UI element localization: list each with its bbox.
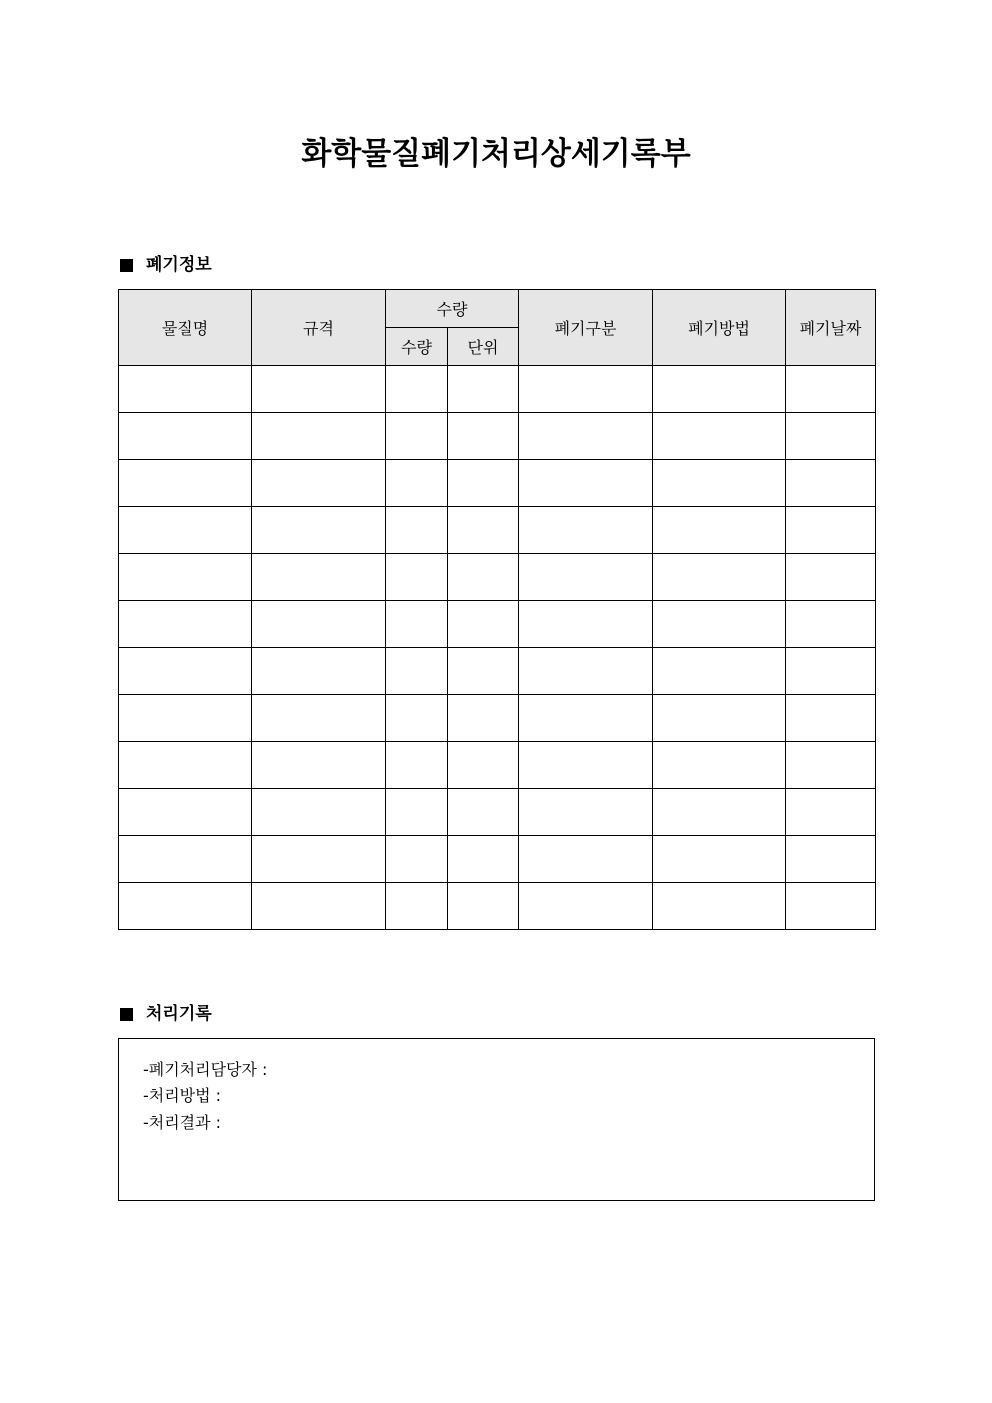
cell-unit[interactable] bbox=[448, 366, 519, 413]
cell-material-name[interactable] bbox=[119, 789, 252, 836]
cell-waste-category[interactable] bbox=[519, 742, 653, 789]
cell-material-name[interactable] bbox=[119, 883, 252, 930]
cell-spec[interactable] bbox=[252, 789, 386, 836]
cell-spec[interactable] bbox=[252, 460, 386, 507]
cell-material-name[interactable] bbox=[119, 836, 252, 883]
cell-quantity[interactable] bbox=[386, 695, 448, 742]
cell-waste-category[interactable] bbox=[519, 601, 653, 648]
square-bullet-icon bbox=[120, 259, 133, 272]
cell-unit[interactable] bbox=[448, 601, 519, 648]
cell-waste-date[interactable] bbox=[786, 648, 876, 695]
cell-waste-date[interactable] bbox=[786, 413, 876, 460]
table-row bbox=[119, 742, 876, 789]
square-bullet-icon bbox=[120, 1008, 133, 1021]
processing-record-box[interactable] bbox=[118, 1038, 875, 1201]
page-title: 화학물질폐기처리상세기록부 bbox=[301, 136, 691, 172]
column-header-material-name: 물질명 bbox=[119, 290, 252, 366]
table-row bbox=[119, 648, 876, 695]
cell-waste-method[interactable] bbox=[653, 789, 786, 836]
cell-waste-method[interactable] bbox=[653, 695, 786, 742]
cell-quantity[interactable] bbox=[386, 648, 448, 695]
cell-unit[interactable] bbox=[448, 413, 519, 460]
column-header-quantity: 수량 bbox=[386, 328, 448, 366]
cell-waste-method[interactable] bbox=[653, 366, 786, 413]
cell-material-name[interactable] bbox=[119, 648, 252, 695]
cell-spec[interactable] bbox=[252, 883, 386, 930]
table-row bbox=[119, 789, 876, 836]
cell-waste-date[interactable] bbox=[786, 366, 876, 413]
column-header-waste-category: 폐기구분 bbox=[519, 290, 653, 366]
cell-quantity[interactable] bbox=[386, 413, 448, 460]
column-header-spec: 규격 bbox=[252, 290, 386, 366]
cell-material-name[interactable] bbox=[119, 413, 252, 460]
cell-waste-method[interactable] bbox=[653, 836, 786, 883]
cell-waste-date[interactable] bbox=[786, 883, 876, 930]
cell-quantity[interactable] bbox=[386, 742, 448, 789]
cell-unit[interactable] bbox=[448, 836, 519, 883]
cell-waste-date[interactable] bbox=[786, 789, 876, 836]
column-header-unit: 단위 bbox=[448, 328, 519, 366]
cell-unit[interactable] bbox=[448, 695, 519, 742]
cell-quantity[interactable] bbox=[386, 601, 448, 648]
cell-waste-category[interactable] bbox=[519, 554, 653, 601]
cell-unit[interactable] bbox=[448, 460, 519, 507]
cell-waste-date[interactable] bbox=[786, 695, 876, 742]
cell-waste-category[interactable] bbox=[519, 460, 653, 507]
cell-material-name[interactable] bbox=[119, 460, 252, 507]
section-heading-processing-record bbox=[120, 1002, 212, 1026]
cell-material-name[interactable] bbox=[119, 366, 252, 413]
section-heading-label: 처리기록 bbox=[146, 1004, 212, 1024]
cell-spec[interactable] bbox=[252, 695, 386, 742]
cell-unit[interactable] bbox=[448, 554, 519, 601]
section-heading-waste-info bbox=[120, 253, 212, 277]
cell-spec[interactable] bbox=[252, 742, 386, 789]
waste-info-table bbox=[118, 289, 876, 930]
table-row bbox=[119, 601, 876, 648]
cell-waste-method[interactable] bbox=[653, 460, 786, 507]
record-line-result: -처리결과 : bbox=[143, 1113, 222, 1132]
column-header-waste-date: 폐기날짜 bbox=[786, 290, 876, 366]
cell-quantity[interactable] bbox=[386, 507, 448, 554]
table-row bbox=[119, 507, 876, 554]
cell-quantity[interactable] bbox=[386, 789, 448, 836]
cell-waste-method[interactable] bbox=[653, 883, 786, 930]
cell-unit[interactable] bbox=[448, 789, 519, 836]
cell-waste-date[interactable] bbox=[786, 554, 876, 601]
cell-quantity[interactable] bbox=[386, 460, 448, 507]
cell-waste-method[interactable] bbox=[653, 507, 786, 554]
cell-quantity[interactable] bbox=[386, 836, 448, 883]
cell-waste-category[interactable] bbox=[519, 883, 653, 930]
table-row bbox=[119, 695, 876, 742]
cell-waste-date[interactable] bbox=[786, 460, 876, 507]
cell-quantity[interactable] bbox=[386, 366, 448, 413]
cell-spec[interactable] bbox=[252, 601, 386, 648]
cell-waste-category[interactable] bbox=[519, 836, 653, 883]
cell-unit[interactable] bbox=[448, 883, 519, 930]
record-line-manager: -폐기처리담당자 : bbox=[143, 1060, 268, 1079]
table-row bbox=[119, 366, 876, 413]
cell-waste-method[interactable] bbox=[653, 413, 786, 460]
cell-unit[interactable] bbox=[448, 742, 519, 789]
cell-waste-category[interactable] bbox=[519, 507, 653, 554]
column-header-waste-method: 폐기방법 bbox=[653, 290, 786, 366]
cell-quantity[interactable] bbox=[386, 554, 448, 601]
cell-spec[interactable] bbox=[252, 554, 386, 601]
cell-waste-date[interactable] bbox=[786, 836, 876, 883]
cell-unit[interactable] bbox=[448, 507, 519, 554]
cell-spec[interactable] bbox=[252, 836, 386, 883]
cell-waste-date[interactable] bbox=[786, 507, 876, 554]
table-row bbox=[119, 460, 876, 507]
cell-unit[interactable] bbox=[448, 648, 519, 695]
cell-waste-category[interactable] bbox=[519, 695, 653, 742]
cell-quantity[interactable] bbox=[386, 883, 448, 930]
cell-material-name[interactable] bbox=[119, 742, 252, 789]
cell-waste-category[interactable] bbox=[519, 789, 653, 836]
cell-material-name[interactable] bbox=[119, 507, 252, 554]
cell-waste-method[interactable] bbox=[653, 554, 786, 601]
waste-table-body bbox=[119, 366, 876, 930]
cell-waste-date[interactable] bbox=[786, 601, 876, 648]
cell-spec[interactable] bbox=[252, 366, 386, 413]
record-line-method: -처리방법 : bbox=[143, 1086, 222, 1105]
cell-spec[interactable] bbox=[252, 648, 386, 695]
cell-material-name[interactable] bbox=[119, 695, 252, 742]
cell-spec[interactable] bbox=[252, 413, 386, 460]
cell-material-name[interactable] bbox=[119, 601, 252, 648]
cell-waste-method[interactable] bbox=[653, 648, 786, 695]
cell-waste-category[interactable] bbox=[519, 366, 653, 413]
cell-waste-method[interactable] bbox=[653, 742, 786, 789]
table-row bbox=[119, 883, 876, 930]
cell-spec[interactable] bbox=[252, 507, 386, 554]
table-row bbox=[119, 554, 876, 601]
cell-waste-category[interactable] bbox=[519, 648, 653, 695]
table-row bbox=[119, 413, 876, 460]
column-header-quantity-group: 수량 bbox=[386, 290, 519, 328]
section-heading-label: 폐기정보 bbox=[146, 255, 212, 275]
cell-waste-method[interactable] bbox=[653, 601, 786, 648]
cell-material-name[interactable] bbox=[119, 554, 252, 601]
table-row bbox=[119, 836, 876, 883]
cell-waste-date[interactable] bbox=[786, 742, 876, 789]
cell-waste-category[interactable] bbox=[519, 413, 653, 460]
